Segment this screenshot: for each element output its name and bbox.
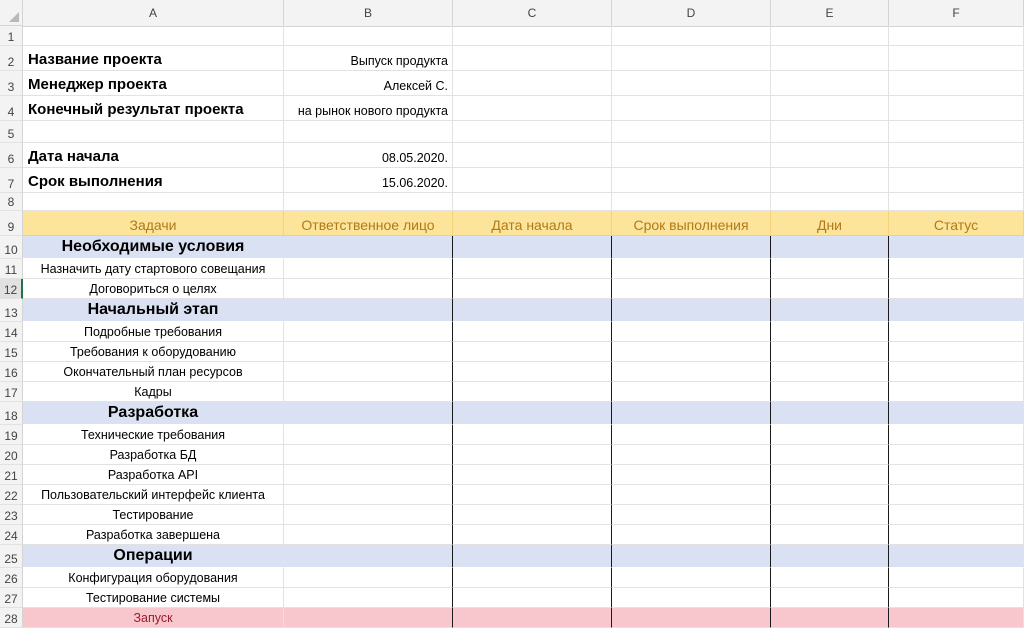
grid-row-26 [23, 568, 1024, 588]
task-cell-b26[interactable] [284, 568, 453, 588]
task-name[interactable]: Кадры [23, 382, 284, 402]
task-cell-e13[interactable] [771, 299, 889, 322]
grid-row-6 [23, 143, 1024, 168]
task-cell-f11[interactable] [889, 259, 1024, 279]
task-cell-d13[interactable] [612, 299, 771, 322]
cell-e1[interactable] [771, 26, 889, 46]
task-name[interactable]: Тестирование [23, 505, 284, 525]
task-cell-c17[interactable] [453, 382, 612, 402]
cell-a5[interactable] [23, 121, 284, 143]
task-cell-b25[interactable] [284, 545, 453, 568]
task-cell-b12[interactable] [284, 279, 453, 299]
task-cell-d14[interactable] [612, 322, 771, 342]
task-cell-e15[interactable] [771, 342, 889, 362]
cell-c5[interactable] [453, 121, 612, 143]
project-manager-value[interactable]: Алексей С. [284, 71, 453, 96]
cell-d3[interactable] [612, 71, 771, 96]
task-cell-c24[interactable] [453, 525, 612, 545]
task-cell-e24[interactable] [771, 525, 889, 545]
cell-c7[interactable] [453, 168, 612, 193]
task-cell-d22[interactable] [612, 485, 771, 505]
task-cell-d24[interactable] [612, 525, 771, 545]
task-cell-e12[interactable] [771, 279, 889, 299]
cell-e8[interactable] [771, 193, 889, 211]
task-cell-b28[interactable] [284, 608, 453, 628]
project-result-value[interactable]: на рынок нового продукта [284, 96, 453, 121]
cell-e6[interactable] [771, 143, 889, 168]
cell-f5[interactable] [889, 121, 1024, 143]
grid-row-15 [23, 342, 1024, 362]
section-heading[interactable]: Разработка [23, 402, 284, 425]
row-header-27[interactable]: 27 [0, 588, 23, 608]
project-deadline-label[interactable]: Срок выполнения [23, 168, 284, 193]
row-header-22[interactable]: 22 [0, 485, 23, 505]
grid-row-27 [23, 588, 1024, 608]
row-header-11[interactable]: 11 [0, 259, 23, 279]
task-cell-f14[interactable] [889, 322, 1024, 342]
grid-row-28 [23, 608, 1024, 628]
grid-row-25 [23, 545, 1024, 568]
grid-row-16 [23, 362, 1024, 382]
task-cell-f18[interactable] [889, 402, 1024, 425]
task-cell-f13[interactable] [889, 299, 1024, 322]
table-header-c[interactable]: Дата начала [453, 211, 612, 236]
task-cell-e25[interactable] [771, 545, 889, 568]
task-cell-b22[interactable] [284, 485, 453, 505]
column-header-b[interactable]: B [284, 0, 453, 26]
cell-d6[interactable] [612, 143, 771, 168]
task-cell-f19[interactable] [889, 425, 1024, 445]
task-cell-f21[interactable] [889, 465, 1024, 485]
task-cell-c20[interactable] [453, 445, 612, 465]
grid-row-21 [23, 465, 1024, 485]
task-cell-f26[interactable] [889, 568, 1024, 588]
grid-row-12 [23, 279, 1024, 299]
grid-row-8 [23, 193, 1024, 211]
task-cell-d23[interactable] [612, 505, 771, 525]
column-header-c[interactable]: C [453, 0, 612, 26]
cell-a1[interactable] [23, 26, 284, 46]
row-header-3[interactable]: 3 [0, 71, 23, 96]
table-header-d[interactable]: Срок выполнения [612, 211, 771, 236]
project-result-label[interactable]: Конечный результат проекта [23, 96, 284, 121]
row-header-5[interactable]: 5 [0, 121, 23, 143]
task-cell-e26[interactable] [771, 568, 889, 588]
task-cell-c16[interactable] [453, 362, 612, 382]
task-cell-c12[interactable] [453, 279, 612, 299]
select-all-corner[interactable] [0, 0, 23, 26]
task-cell-c19[interactable] [453, 425, 612, 445]
task-cell-f15[interactable] [889, 342, 1024, 362]
row-header-26[interactable]: 26 [0, 568, 23, 588]
task-cell-f25[interactable] [889, 545, 1024, 568]
grid-row-2 [23, 46, 1024, 71]
cell-a8[interactable] [23, 193, 284, 211]
task-cell-e14[interactable] [771, 322, 889, 342]
task-name[interactable]: Запуск [23, 608, 284, 628]
task-cell-b19[interactable] [284, 425, 453, 445]
column-header-f[interactable]: F [889, 0, 1024, 26]
task-cell-c14[interactable] [453, 322, 612, 342]
table-header-b[interactable]: Ответственное лицо [284, 211, 453, 236]
cell-e2[interactable] [771, 46, 889, 71]
task-name[interactable]: Окончательный план ресурсов [23, 362, 284, 382]
table-header-e[interactable]: Дни [771, 211, 889, 236]
cell-d7[interactable] [612, 168, 771, 193]
grid-row-20 [23, 445, 1024, 465]
task-name[interactable]: Разработка БД [23, 445, 284, 465]
task-cell-d21[interactable] [612, 465, 771, 485]
grid-row-10 [23, 236, 1024, 259]
grid-row-22 [23, 485, 1024, 505]
task-cell-c28[interactable] [453, 608, 612, 628]
grid-row-9 [23, 211, 1024, 236]
cell-c3[interactable] [453, 71, 612, 96]
task-cell-d19[interactable] [612, 425, 771, 445]
row-header-21[interactable]: 21 [0, 465, 23, 485]
row-header-16[interactable]: 16 [0, 362, 23, 382]
cell-e7[interactable] [771, 168, 889, 193]
cell-e3[interactable] [771, 71, 889, 96]
cell-c4[interactable] [453, 96, 612, 121]
grid-row-5 [23, 121, 1024, 143]
task-cell-b23[interactable] [284, 505, 453, 525]
task-cell-e19[interactable] [771, 425, 889, 445]
row-header-6[interactable]: 6 [0, 143, 23, 168]
task-name[interactable]: Договориться о целях [23, 279, 284, 299]
cell-d1[interactable] [612, 26, 771, 46]
task-cell-b21[interactable] [284, 465, 453, 485]
task-cell-d18[interactable] [612, 402, 771, 425]
row-header-25[interactable]: 25 [0, 545, 23, 568]
task-cell-f23[interactable] [889, 505, 1024, 525]
task-cell-d28[interactable] [612, 608, 771, 628]
grid-row-19 [23, 425, 1024, 445]
task-cell-e16[interactable] [771, 362, 889, 382]
task-name[interactable]: Технические требования [23, 425, 284, 445]
task-name[interactable]: Разработка завершена [23, 525, 284, 545]
cell-b8[interactable] [284, 193, 453, 211]
row-header-4[interactable]: 4 [0, 96, 23, 121]
task-cell-b24[interactable] [284, 525, 453, 545]
task-cell-c27[interactable] [453, 588, 612, 608]
task-cell-c22[interactable] [453, 485, 612, 505]
task-name[interactable]: Подробные требования [23, 322, 284, 342]
task-cell-e27[interactable] [771, 588, 889, 608]
cell-e5[interactable] [771, 121, 889, 143]
cell-c8[interactable] [453, 193, 612, 211]
project-start-date-label[interactable]: Дата начала [23, 143, 284, 168]
cell-d4[interactable] [612, 96, 771, 121]
task-cell-b10[interactable] [284, 236, 453, 259]
row-header-15[interactable]: 15 [0, 342, 23, 362]
task-cell-c18[interactable] [453, 402, 612, 425]
cell-b5[interactable] [284, 121, 453, 143]
column-header-d[interactable]: D [612, 0, 771, 26]
task-cell-c25[interactable] [453, 545, 612, 568]
grid-row-23 [23, 505, 1024, 525]
row-header-13[interactable]: 13 [0, 299, 23, 322]
task-cell-b16[interactable] [284, 362, 453, 382]
section-heading[interactable]: Необходимые условия [23, 236, 284, 259]
task-cell-f16[interactable] [889, 362, 1024, 382]
cell-f1[interactable] [889, 26, 1024, 46]
row-header-9[interactable]: 9 [0, 211, 23, 236]
task-cell-c21[interactable] [453, 465, 612, 485]
row-header-2[interactable]: 2 [0, 46, 23, 71]
task-cell-b15[interactable] [284, 342, 453, 362]
task-cell-d25[interactable] [612, 545, 771, 568]
cell-d8[interactable] [612, 193, 771, 211]
grid-row-17 [23, 382, 1024, 402]
grid-row-3 [23, 71, 1024, 96]
task-name[interactable]: Пользовательский интерфейс клиента [23, 485, 284, 505]
row-header-14[interactable]: 14 [0, 322, 23, 342]
row-header-19[interactable]: 19 [0, 425, 23, 445]
row-header-12[interactable]: 12 [0, 279, 23, 299]
grid-row-7 [23, 168, 1024, 193]
task-cell-e28[interactable] [771, 608, 889, 628]
task-cell-b14[interactable] [284, 322, 453, 342]
task-cell-b11[interactable] [284, 259, 453, 279]
task-cell-f22[interactable] [889, 485, 1024, 505]
task-name[interactable]: Тестирование системы [23, 588, 284, 608]
task-cell-f27[interactable] [889, 588, 1024, 608]
task-cell-c26[interactable] [453, 568, 612, 588]
row-header-10[interactable]: 10 [0, 236, 23, 259]
grid-row-13 [23, 299, 1024, 322]
cell-d2[interactable] [612, 46, 771, 71]
cell-c1[interactable] [453, 26, 612, 46]
task-cell-d16[interactable] [612, 362, 771, 382]
grid-row-18 [23, 402, 1024, 425]
select-all-icon [9, 12, 19, 22]
cell-e4[interactable] [771, 96, 889, 121]
task-cell-c23[interactable] [453, 505, 612, 525]
task-cell-b20[interactable] [284, 445, 453, 465]
cell-f6[interactable] [889, 143, 1024, 168]
row-header-18[interactable]: 18 [0, 402, 23, 425]
project-deadline-value[interactable]: 15.06.2020. [284, 168, 453, 193]
task-cell-d27[interactable] [612, 588, 771, 608]
task-cell-e20[interactable] [771, 445, 889, 465]
project-manager-label[interactable]: Менеджер проекта [23, 71, 284, 96]
task-cell-f28[interactable] [889, 608, 1024, 628]
section-heading[interactable]: Операции [23, 545, 284, 568]
grid-row-4 [23, 96, 1024, 121]
cell-f8[interactable] [889, 193, 1024, 211]
column-header-a[interactable]: A [23, 0, 284, 26]
cell-c2[interactable] [453, 46, 612, 71]
column-header-e[interactable]: E [771, 0, 889, 26]
project-start-date-value[interactable]: 08.05.2020. [284, 143, 453, 168]
task-cell-f24[interactable] [889, 525, 1024, 545]
task-cell-c15[interactable] [453, 342, 612, 362]
row-header-24[interactable]: 24 [0, 525, 23, 545]
cell-f3[interactable] [889, 71, 1024, 96]
task-cell-d26[interactable] [612, 568, 771, 588]
project-name-value[interactable]: Выпуск продукта [284, 46, 453, 71]
grid-row-1 [23, 26, 1024, 46]
task-cell-d10[interactable] [612, 236, 771, 259]
row-header-28[interactable]: 28 [0, 608, 23, 628]
row-header-17[interactable]: 17 [0, 382, 23, 402]
task-name[interactable]: Конфигурация оборудования [23, 568, 284, 588]
task-cell-c13[interactable] [453, 299, 612, 322]
task-cell-f17[interactable] [889, 382, 1024, 402]
task-cell-e11[interactable] [771, 259, 889, 279]
row-header-1[interactable]: 1 [0, 26, 23, 46]
table-header-f[interactable]: Статус [889, 211, 1024, 236]
cell-f2[interactable] [889, 46, 1024, 71]
grid-row-24 [23, 525, 1024, 545]
row-header-20[interactable]: 20 [0, 445, 23, 465]
cell-f4[interactable] [889, 96, 1024, 121]
cell-b1[interactable] [284, 26, 453, 46]
task-cell-c11[interactable] [453, 259, 612, 279]
row-header-7[interactable]: 7 [0, 168, 23, 193]
cell-d5[interactable] [612, 121, 771, 143]
task-cell-b17[interactable] [284, 382, 453, 402]
cell-f7[interactable] [889, 168, 1024, 193]
task-cell-e10[interactable] [771, 236, 889, 259]
task-cell-f12[interactable] [889, 279, 1024, 299]
task-cell-f20[interactable] [889, 445, 1024, 465]
task-cell-b27[interactable] [284, 588, 453, 608]
task-name[interactable]: Разработка API [23, 465, 284, 485]
task-cell-b13[interactable] [284, 299, 453, 322]
grid-row-14 [23, 322, 1024, 342]
task-cell-c10[interactable] [453, 236, 612, 259]
section-heading[interactable]: Начальный этап [23, 299, 284, 322]
task-cell-e22[interactable] [771, 485, 889, 505]
task-cell-e17[interactable] [771, 382, 889, 402]
task-name[interactable]: Требования к оборудованию [23, 342, 284, 362]
task-cell-e21[interactable] [771, 465, 889, 485]
task-name[interactable]: Назначить дату стартового совещания [23, 259, 284, 279]
task-cell-f10[interactable] [889, 236, 1024, 259]
task-cell-b18[interactable] [284, 402, 453, 425]
row-header-8[interactable]: 8 [0, 193, 23, 211]
task-cell-d15[interactable] [612, 342, 771, 362]
table-header-a[interactable]: Задачи [23, 211, 284, 236]
task-cell-d12[interactable] [612, 279, 771, 299]
row-header-23[interactable]: 23 [0, 505, 23, 525]
task-cell-d20[interactable] [612, 445, 771, 465]
task-cell-d11[interactable] [612, 259, 771, 279]
task-cell-e18[interactable] [771, 402, 889, 425]
task-cell-d17[interactable] [612, 382, 771, 402]
grid-row-11 [23, 259, 1024, 279]
cell-c6[interactable] [453, 143, 612, 168]
project-name-label[interactable]: Название проекта [23, 46, 284, 71]
task-cell-e23[interactable] [771, 505, 889, 525]
